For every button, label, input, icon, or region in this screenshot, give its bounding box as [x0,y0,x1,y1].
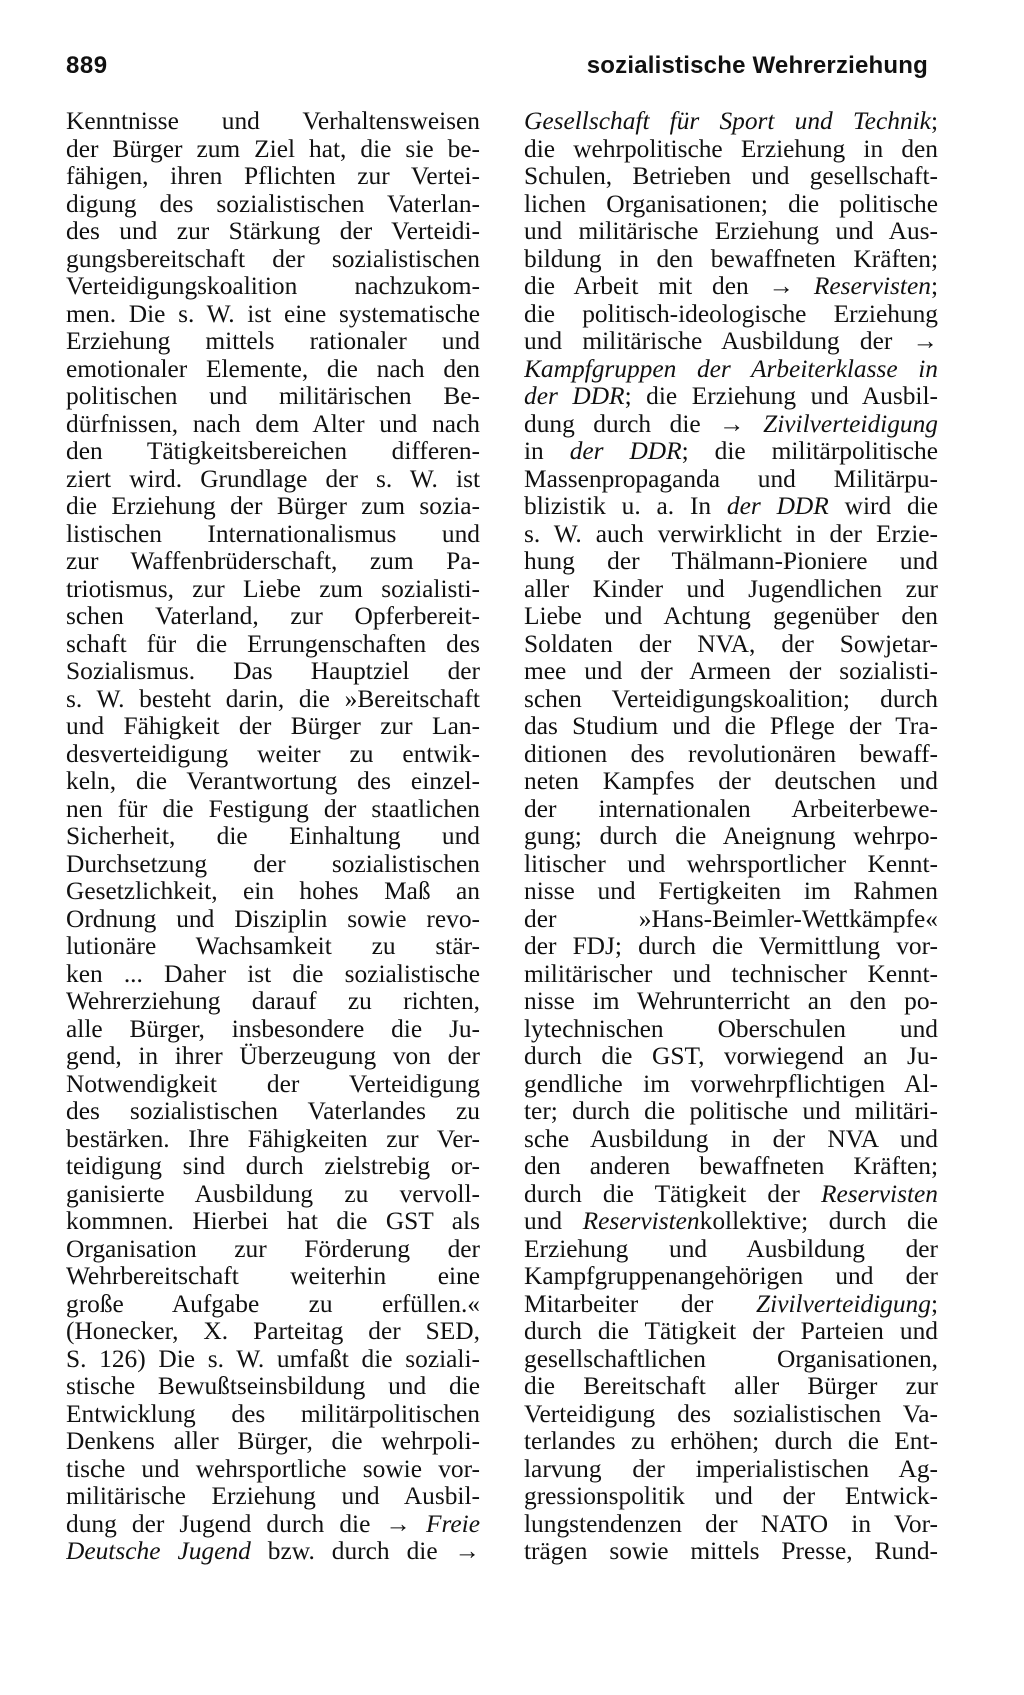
right-line: Soldaten der NVA, der Sowjetar- [524,630,938,658]
right-line: durch die Tätigkeit der Parteien und [524,1318,938,1345]
cross-reference-term: Zivilverteidigung [763,410,938,438]
left-line: Wehrbereitschaft weiterhin eine [66,1263,480,1290]
cross-reference-term: Reservisten [582,1208,700,1235]
right-line: die wehrpolitische Erziehung in den [524,135,938,163]
left-line: ganisierte Ausbildung zu vervoll- [66,1180,480,1208]
left-line: Notwendigkeit der Verteidigung [66,1070,480,1098]
right-line: der internationalen Arbeiterbewe- [524,795,938,823]
cross-reference-term: Reservisten [813,273,931,300]
left-line: stische Bewußtseinsbildung und die [66,1373,480,1400]
text-run: ; [930,108,938,135]
left-line: und Fähigkeit der Bürger zur Lan- [66,713,480,740]
left-line: nen für die Festigung der staatlichen [66,795,480,823]
left-line: gend, in ihrer Überzeugung von der [66,1043,480,1070]
text-run: dung durch die → [524,410,764,438]
text-run: in [524,438,570,465]
right-line: gressionspolitik und der Entwick- [524,1483,938,1510]
left-line [66,1538,480,1566]
left-line: (Honecker, X. Parteitag der SED, [66,1318,480,1345]
right-line [524,1181,938,1209]
right-line: Schulen, Betrieben und gesellschaft- [524,163,938,190]
left-line: Denkens aller Bürger, die wehrpoli- [66,1428,480,1455]
left-line: bestärken. Ihre Fähigkeiten zur Ver- [66,1125,480,1153]
text-run: ; [930,273,938,300]
right-line: gung; durch die Aneignung wehrpo- [524,823,938,850]
right-line: nisse im Wehrunterricht an den po- [524,988,938,1015]
right-line: Erziehung und Ausbildung der [524,1235,938,1263]
text-run: Mitarbeiter der [524,1290,757,1318]
right-line [524,108,938,136]
right-line [524,1291,938,1319]
right-line: neten Kampfes der deutschen und [524,768,938,795]
text-run: durch die Tätigkeit der [524,1180,821,1208]
left-line: gungsbereitschaft der sozialistischen [66,245,480,273]
cross-reference-term: der DDR [569,438,682,465]
text-run: blizistik u. a. In [524,493,727,520]
left-line: tische und wehrsportliche sowie vor- [66,1455,480,1483]
cross-reference-term: Kampfgruppen der Arbeiterklasse in [524,355,938,383]
left-line: die Erziehung der Bürger zum sozia- [66,493,480,520]
right-line: schen Verteidigungskoalition; durch [524,685,938,713]
cross-reference-term: Freie [425,1510,480,1538]
left-line: des und zur Stärkung der Verteidi- [66,218,480,245]
left-line: men. Die s. W. ist eine systematische [66,300,480,328]
left-line: Ordnung und Disziplin sowie revo- [66,905,480,933]
left-line: dürfnissen, nach dem Alter und nach [66,410,480,438]
right-line: Liebe und Achtung gegenüber den [524,603,938,630]
left-line: Sozialismus. Das Hauptziel der [66,658,480,685]
left-line: schen Vaterland, zur Opferbereit- [66,603,480,630]
left-line: den Tätigkeitsbereichen differen- [66,438,480,465]
left-line: desverteidigung weiter zu entwik- [66,740,480,768]
right-line: bildung in den bewaffneten Kräften; [524,245,938,273]
right-line: lichen Organisationen; die politische [524,190,938,218]
left-line: Kenntnisse und Verhaltensweisen [66,108,480,135]
right-line: lungstendenzen der NATO in Vor- [524,1510,938,1538]
right-line: und militärische Ausbildung der → [524,328,938,355]
left-line: ken ... Daher ist die sozialistische [66,960,480,988]
text-run: ; die Erziehung und Ausbil- [624,383,938,410]
right-line: die Bereitschaft aller Bürger zur [524,1373,938,1400]
left-line: triotismus, zur Liebe zum sozialisti- [66,575,480,603]
right-line: der »Hans-Beimler-Wettkämpfe« [524,905,938,933]
left-line: große Aufgabe zu erfüllen.« [66,1290,480,1318]
left-line: Gesetzlichkeit, ein hohes Maß an [66,878,480,905]
right-line: hung der Thälmann-Pioniere und [524,548,938,575]
right-text-column [524,108,938,1566]
right-line: mee und der Armeen der sozialisti- [524,658,938,685]
left-line: der Bürger zum Ziel hat, die sie be- [66,135,480,163]
left-line: schaft für die Errungenschaften des [66,630,480,658]
right-line: sche Ausbildung in der NVA und [524,1125,938,1153]
right-line: und militärische Erziehung und Aus- [524,218,938,245]
left-line [66,1511,480,1539]
text-run: bzw. durch die → [250,1538,480,1565]
left-line: digung des sozialistischen Vaterlan- [66,190,480,218]
right-line: Massenpropaganda und Militärpu- [524,465,938,493]
right-line: terlandes zu erhöhen; durch die Ent- [524,1428,938,1455]
page-number: 889 [66,52,108,79]
left-line: Wehrerziehung darauf zu richten, [66,988,480,1015]
right-line: trägen sowie mittels Presse, Rund- [524,1538,938,1565]
cross-reference-term: Gesellschaft für Sport und Technik [524,108,931,135]
right-line: das Studium und die Pflege der Tra- [524,713,938,740]
text-run: kollektive; durch die [699,1208,938,1235]
text-run: ; die militärpolitische [681,438,938,465]
right-line: Kampfgruppenangehörigen und der [524,1263,938,1290]
left-line: Verteidigungskoalition nachzukom- [66,273,480,300]
cross-reference-term: Zivilverteidigung [756,1290,931,1318]
right-line [524,383,938,411]
right-line: militärischer und technischer Kennt- [524,960,938,988]
text-run: ; [930,1290,938,1318]
text-run: die Arbeit mit den → [524,273,814,300]
left-line: Organisation zur Förderung der [66,1235,480,1263]
left-line: Durchsetzung der sozialistischen [66,850,480,878]
right-line: nisse und Fertigkeiten im Rahmen [524,878,938,905]
right-line: gesellschaftlichen Organisationen, [524,1345,938,1373]
left-line: politischen und militärischen Be- [66,383,480,410]
right-line: gendliche im vorwehrpflichtigen Al- [524,1070,938,1098]
left-line: S. 126) Die s. W. umfaßt die soziali- [66,1345,480,1373]
right-line: Verteidigung des sozialistischen Va- [524,1400,938,1428]
right-line: larvung der imperialistischen Ag- [524,1455,938,1483]
left-line: keln, die Verantwortung des einzel- [66,768,480,795]
left-line: Entwicklung des militärpolitischen [66,1400,480,1428]
left-line: fähigen, ihren Pflichten zur Vertei- [66,163,480,190]
right-line: s. W. auch verwirklicht in der Erzie- [524,520,938,548]
left-line: emotionaler Elemente, die nach den [66,355,480,383]
right-line [524,273,938,301]
left-line: lutionäre Wachsamkeit zu stär- [66,933,480,960]
right-line: der FDJ; durch die Vermittlung vor- [524,933,938,960]
right-line [524,411,938,439]
right-line: ter; durch die politische und militäri- [524,1098,938,1125]
cross-reference-term: Reservisten [820,1180,938,1208]
right-line [524,356,938,384]
left-line: des sozialistischen Vaterlandes zu [66,1098,480,1125]
right-line: aller Kinder und Jugendlichen zur [524,575,938,603]
left-line: Erziehung mittels rationaler und [66,328,480,355]
cross-reference-term: der DDR [524,383,625,410]
left-line: kommnen. Hierbei hat die GST als [66,1208,480,1235]
right-line [524,493,938,521]
right-line: den anderen bewaffneten Kräften; [524,1153,938,1180]
right-line: die politisch-ideologische Erziehung [524,300,938,328]
left-text-column [66,108,480,1566]
left-line: Sicherheit, die Einhaltung und [66,823,480,850]
page-header [66,52,928,92]
text-run: und [524,1208,583,1235]
left-line: listischen Internationalismus und [66,520,480,548]
left-line: s. W. besteht darin, die »Bereitschaft [66,685,480,713]
right-line: ditionen des revolutionären bewaff- [524,740,938,768]
left-line: militärische Erziehung und Ausbil- [66,1483,480,1510]
left-line: teidigung sind durch zielstrebig or- [66,1153,480,1180]
cross-reference-term: Deutsche Jugend [66,1538,251,1565]
right-line [524,438,938,466]
left-line: alle Bürger, insbesondere die Ju- [66,1015,480,1043]
right-line: lytechnischen Oberschulen und [524,1015,938,1043]
left-line: ziert wird. Grundlage der s. W. ist [66,465,480,493]
right-line: litischer und wehrsportlicher Kennt- [524,850,938,878]
right-line: durch die GST, vorwiegend an Ju- [524,1043,938,1070]
cross-reference-term: der DDR [726,493,829,520]
left-line: zur Waffenbrüderschaft, zum Pa- [66,548,480,575]
right-line [524,1208,938,1236]
text-run: wird die [828,493,938,520]
running-head: sozialistische Wehrerziehung [586,52,928,79]
text-run: dung der Jugend durch die → [66,1510,426,1538]
